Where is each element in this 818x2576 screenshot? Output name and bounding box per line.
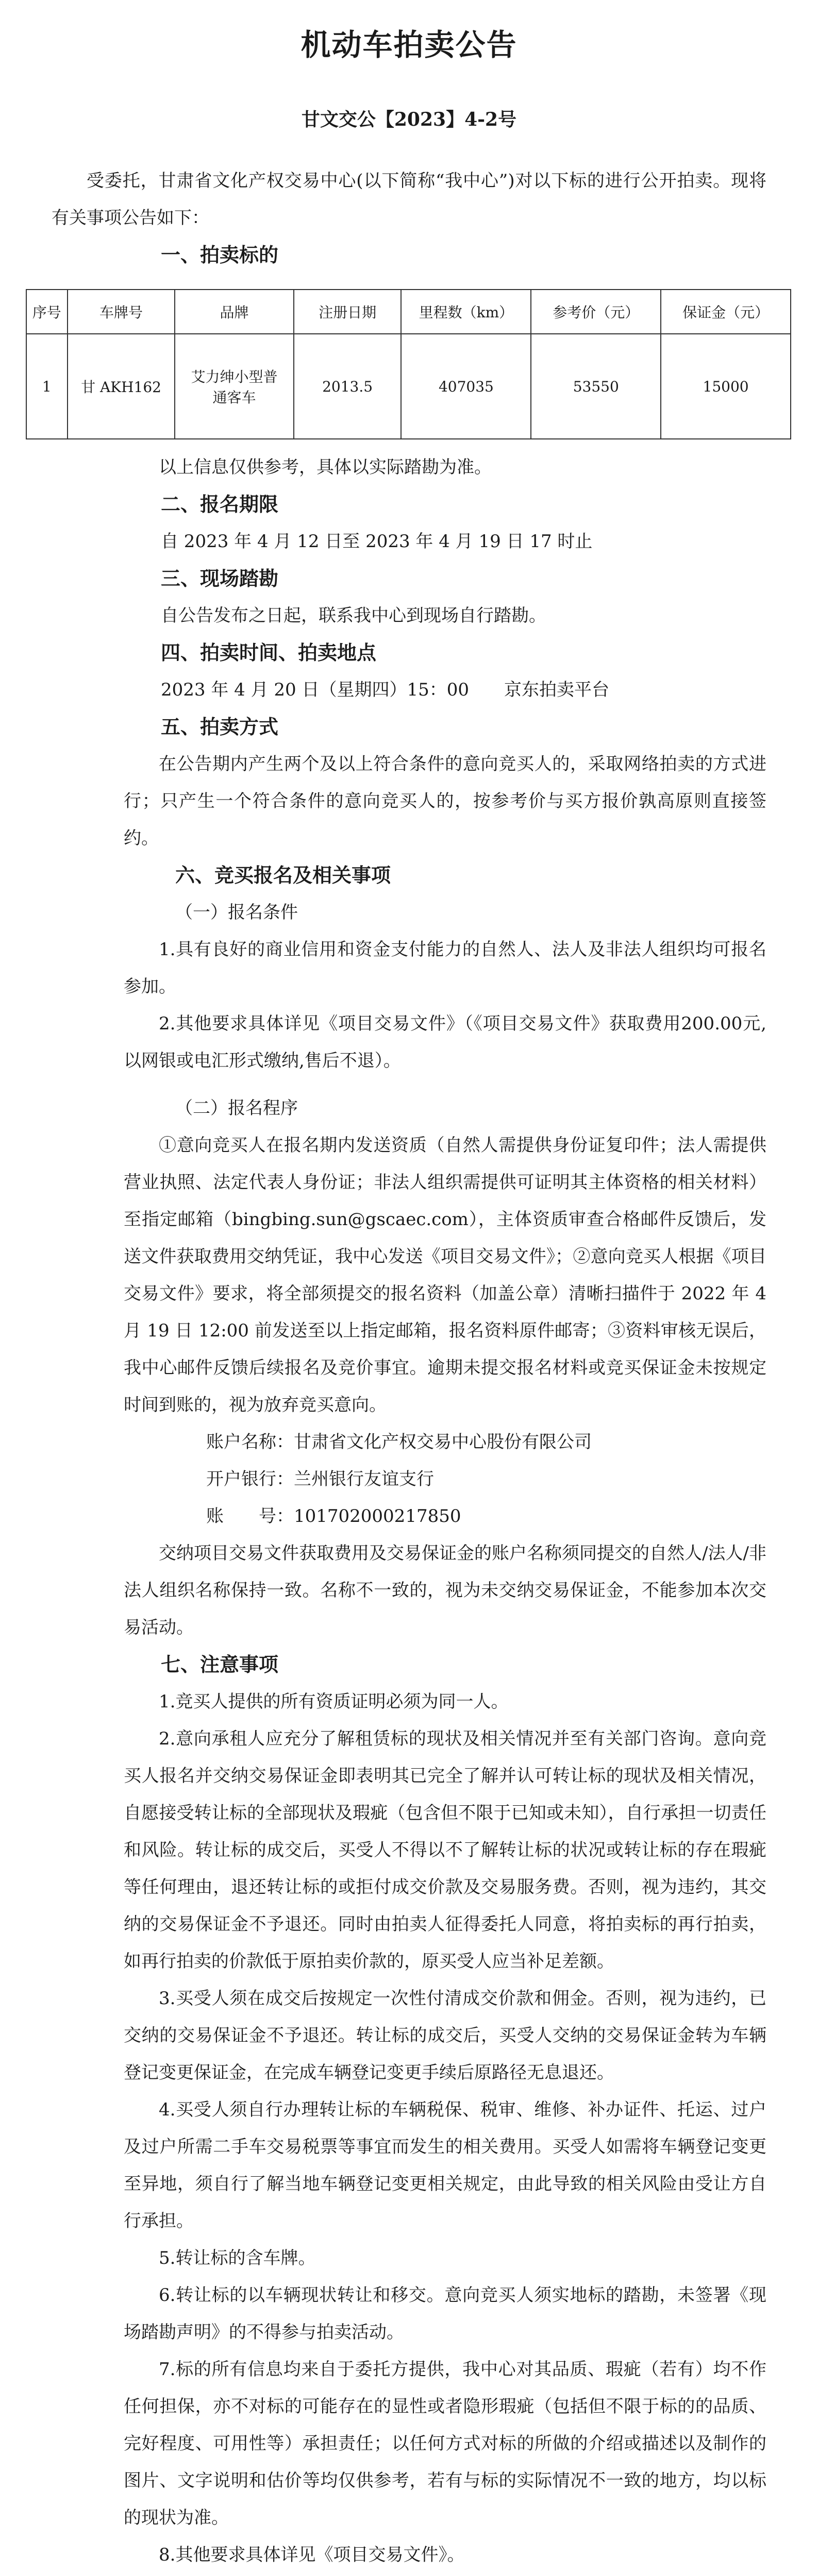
notice-item: 4.买受人须自行办理转让标的车辆税保、税审、维修、补办证件、托运、过户及过户所需二手车交易税票等事宜而发生的相关费用。买受人如需将车辆登记变更至异地，须自行了解当地车辆登记变更相关规定，由此导致的相关风险由受让方自行承担。 — [124, 2099, 766, 2231]
table-cell: 艾力绅小型普通客车 — [175, 334, 293, 439]
page-title: 机动车拍卖公告 — [301, 27, 517, 62]
account-bank: 开户银行：兰州银行友谊支行 — [206, 1469, 434, 1489]
account-note: 交纳项目交易文件获取费用及交易保证金的账户名称须同提交的自然人/法人/非法人组织名称保持一致。名称不一致的，视为未交纳交易保证金，不能参加本次交易活动。 — [124, 1543, 766, 1638]
auction-method-text: 在公告期内产生两个及以上符合条件的意向竞买人的，采取网络拍卖的方式进行；只产生一个符合条件的意向竞买人的，按参考价与买方报价孰高原则直接签约。 — [124, 754, 766, 849]
table-header-cell: 里程数（km） — [401, 290, 531, 334]
section-heading-6: 六、竞买报名及相关事项 — [175, 863, 391, 887]
notice-item: 3.买受人须在成交后按规定一次性付清成交价款和佣金。否则，视为违约，已交纳的交易保证金不予退还。转让标的成交后，买受人交纳的交易保证金转为车辆登记变更保证金，在完成车辆登记变更手续后原路径无息退还。 — [124, 1988, 766, 2083]
intro-paragraph: 受委托，甘肃省文化产权交易中心(以下简称“我中心”)对以下标的进行公开拍卖。现将有关事项公告如下： — [52, 171, 766, 228]
condition-item: 1.具有良好的商业信用和资金支付能力的自然人、法人及非法人组织均可报名参加。 — [124, 939, 766, 997]
section-heading-3: 三、现场踏勘 — [161, 567, 279, 590]
section-heading-7: 七、注意事项 — [161, 1653, 279, 1676]
notice-item: 7.标的所有信息均来自于委托方提供，我中心对其品质、瑕疵（若有）均不作任何担保，亦不对标的可能存在的显性或者隐形瑕疵（包括但不限于标的的品质、完好程度、可用性等）承担责任；以任何方式对标的所做的介绍或描述以及制作的图片、文字说明和估价等均仅供参考，若有与标的实际情况不一致的地方，均以标的现状为准。 — [124, 2359, 766, 2528]
table-cell: 407035 — [401, 334, 531, 439]
table-header-cell: 品牌 — [175, 290, 293, 334]
auction-time-place: 2023 年 4 月 20 日（星期四）15：00 京东拍卖平台 — [161, 680, 609, 700]
auction-item-table — [26, 289, 791, 439]
condition-item: 2.其他要求具体详见《项目交易文件》（《项目交易文件》获取费用200.00元,以网银或电汇形式缴纳,售后不退）。 — [124, 1013, 766, 1071]
table-cell: 2013.5 — [294, 334, 402, 439]
table-cell: 15000 — [661, 334, 791, 439]
notice-item: 8.其他要求具体详见《项目交易文件》。 — [159, 2545, 465, 2565]
notice-item: 2.意向承租人应充分了解租赁标的现状及相关情况并至有关部门咨询。意向竞买人报名并交纳交易保证金即表明其已完全了解并认可转让标的现状及相关情况，自愿接受转让标的全部现状及瑕疵（包含但不限于已知或未知），自行承担一切责任和风险。转让标的成交后，买受人不得以不了解转让标的状况或转让标的存在瑕疵等任何理由，退还转让标的或拒付成交价款及交易服务费。否则，视为违约，其交纳的交易保证金不予退还。同时由拍卖人征得委托人同意，将拍卖标的再行拍卖，如再行拍卖的价款低于原拍卖价款的，原买受人应当补足差额。 — [124, 1728, 766, 1972]
subheading-procedure: （二）报名程序 — [175, 1098, 298, 1118]
account-name: 账户名称：甘肃省文化产权交易中心股份有限公司 — [206, 1432, 592, 1452]
notice-item: 5.转让标的含车牌。 — [159, 2248, 316, 2268]
section-heading-8 — [52, 2573, 766, 2576]
document-number: 甘文交公【2023】4-2号 — [301, 109, 517, 130]
table-cell: 1 — [26, 334, 68, 439]
notice-item: 6.转让标的以车辆现状转让和移交。意向竞买人须实地标的踏勘，未签署《现场踏勘声明》的不得参与拍卖活动。 — [124, 2285, 766, 2343]
table-cell: 甘 AKH162 — [68, 334, 175, 439]
table-header-cell: 注册日期 — [294, 290, 402, 334]
account-number: 账 号：101702000217850 — [206, 1506, 461, 1527]
subheading-conditions: （一）报名条件 — [175, 902, 298, 923]
procedure-text: ①意向竞买人在报名期内发送资质（自然人需提供身份证复印件；法人需提供营业执照、法定代表人身份证；非法人组织需提供可证明其主体资格的相关材料）至指定邮箱（bingbing.sun@gscaec.com），主体资质审查合格邮件反馈后，发送文件获取费用交纳凭证，我中心发送《项目交易文件》；②意向竞买人根据《项目交易文件》要求，将全部须提交的报名资料（加盖公章）清晰扫描件于 2022 年 4 月 19 日 12:00 前发送至以上指定邮箱，报名资料原件邮寄；③资料审核无误后，我中心邮件反馈后续报名及竞价事宜。逾期未提交报名材料或竞买保证金未按规定时间到账的，视为放弃竞买意向。 — [124, 1135, 766, 1415]
section-heading-5: 五、拍卖方式 — [161, 715, 279, 738]
table-note: 以上信息仅供参考，具体以实际踏勘为准。 — [159, 457, 492, 478]
table-row — [26, 334, 791, 439]
section-heading-4: 四、拍卖时间、拍卖地点 — [161, 641, 377, 664]
notice-item: 1.竞买人提供的所有资质证明必须为同一人。 — [159, 1691, 509, 1712]
section-heading-1: 一、拍卖标的 — [161, 243, 279, 266]
table-header-cell: 参考价（元） — [531, 290, 661, 334]
table-header-cell: 车牌号 — [68, 290, 175, 334]
table-cell: 53550 — [531, 334, 661, 439]
table-header-cell: 序号 — [26, 290, 68, 334]
site-visit-text: 自公告发布之日起，联系我中心到现场自行踏勘。 — [161, 605, 546, 626]
table-header-cell: 保证金（元） — [661, 290, 791, 334]
registration-period: 自 2023 年 4 月 12 日至 2023 年 4 月 19 日 17 时止 — [161, 531, 593, 552]
table-header-row — [26, 290, 791, 334]
section-heading-2: 二、报名期限 — [161, 493, 279, 516]
